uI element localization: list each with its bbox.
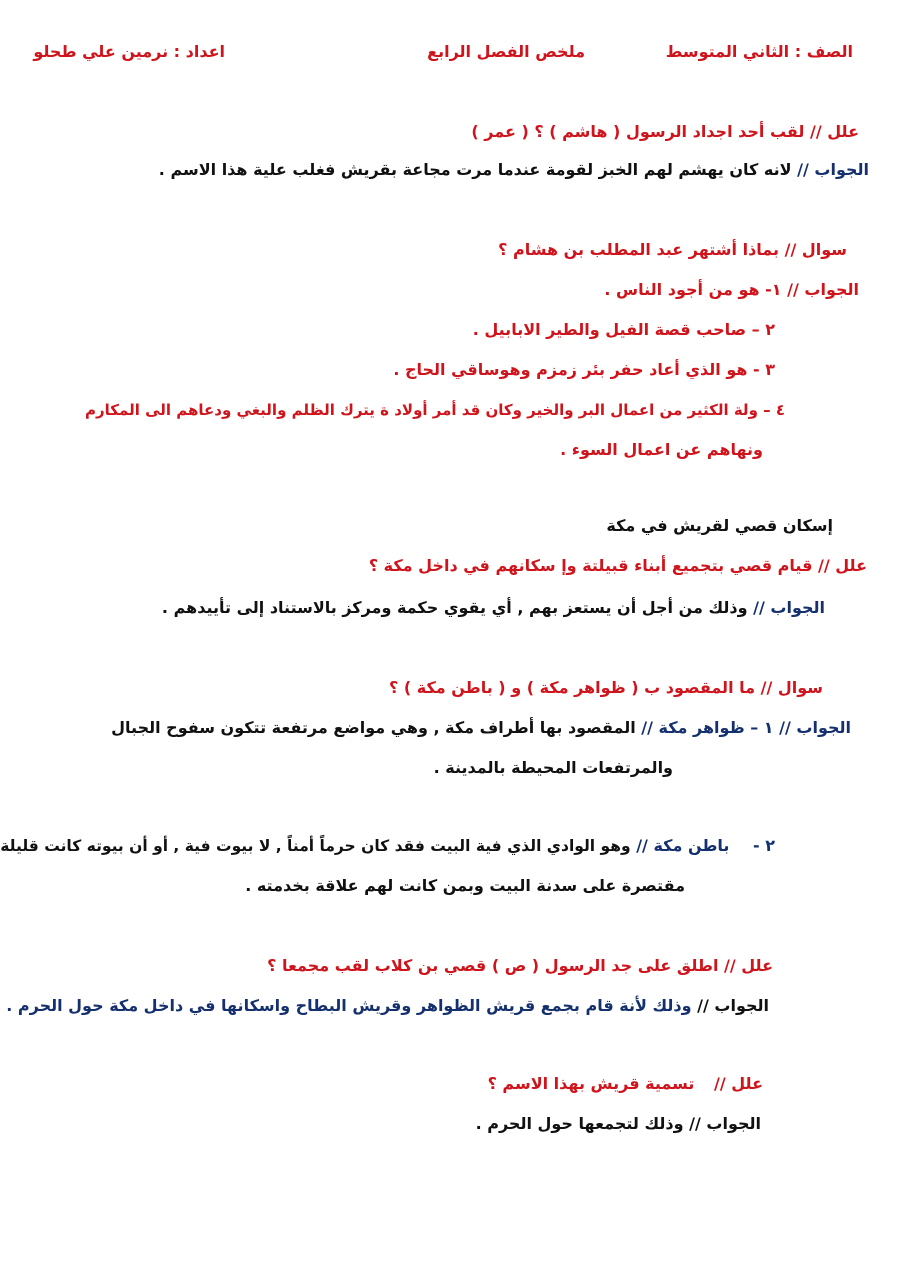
header-grade: الصف : الثاني المتوسط bbox=[665, 42, 853, 61]
q4-item1-cont: والمرتفعات المحيطة بالمدينة . bbox=[433, 758, 673, 777]
q1-answer-text: لانه كان يهشم لهم الخبز لقومة عندما مرت مجاعة بقريش فغلب علية هذا الاسم . bbox=[158, 160, 792, 179]
q3-answer-text: وذلك من أجل أن يستعز بهم , أي يقوي حكمة ومركز بالاستناد إلى تأييدهم . bbox=[161, 598, 748, 617]
q2-item-3: ٣ - هو الذي أعاد حفر بئر زمزم وهوساقي الحاج . bbox=[393, 360, 775, 379]
q4-answer-line1 bbox=[111, 716, 851, 740]
q4-item2-cont: مقتصرة على سدنة البيت وبمن كانت لهم علاقة بخدمته . bbox=[245, 876, 685, 895]
q1-text: لقب أحد اجداد الرسول ( هاشم ) ؟ ( عمر ) bbox=[471, 122, 805, 141]
q6-answer-label: الجواب // bbox=[689, 1114, 761, 1133]
q3-label: علل // bbox=[818, 556, 867, 575]
q2-item-4-cont: ونهاهم عن اعمال السوء . bbox=[560, 440, 763, 459]
q4-item2-text: وهو الوادي الذي فية البيت فقد كان حرماً أمناً , لا بيوت فية , أو أن بيوته كانت قليلة bbox=[0, 837, 631, 855]
q2-answer-label: الجواب // bbox=[787, 280, 859, 299]
q2-item-4: ٤ – ولة الكثير من اعمال البر والخير وكان قد أمر أولاد ة يترك الظلم والبغي ودعاهم الى المكارم bbox=[85, 401, 785, 419]
q2-label: سوال // bbox=[784, 240, 847, 259]
q4-item1-term: ١ – ظواهر مكة // bbox=[641, 718, 774, 737]
header-chapter: ملخص الفصل الرابع bbox=[427, 42, 585, 61]
q3-answer bbox=[162, 596, 825, 620]
q3-text: قيام قصي بتجميع أبناء قبيلتة وإ سكانهم في داخل مكة ؟ bbox=[368, 556, 813, 575]
q1-answer-label: الجواب // bbox=[797, 160, 869, 179]
q4-item1-text: المقصود بها أطراف مكة , وهي مواضع مرتفعة تتكون سفوح الجبال bbox=[111, 718, 636, 737]
q1-label: علل // bbox=[810, 122, 859, 141]
q6-label: علل // bbox=[714, 1074, 763, 1093]
header-author: اعداد : نرمين علي طحلو bbox=[33, 42, 225, 61]
q5-question bbox=[267, 954, 773, 978]
q2-item-2: ٢ – صاحب قصة الفيل والطير الابابيل . bbox=[472, 320, 775, 339]
q5-answer bbox=[6, 994, 769, 1018]
q6-answer bbox=[476, 1112, 761, 1136]
q2-item-1: ١- هو من أجود الناس . bbox=[604, 280, 782, 299]
q2-answer-line1 bbox=[604, 278, 859, 302]
q1-question bbox=[471, 120, 859, 144]
q6-text: تسمية قريش بهذا الاسم ؟ bbox=[487, 1074, 695, 1093]
q3-question bbox=[369, 554, 867, 578]
q5-answer-text: وذلك لأنة قام بجمع قريش الظواهر وقريش البطاح واسكانها في داخل مكة حول الحرم . bbox=[6, 996, 692, 1015]
q5-answer-label: الجواب // bbox=[697, 996, 769, 1015]
q6-question bbox=[488, 1072, 763, 1096]
q2-question bbox=[498, 238, 847, 262]
q4-question bbox=[389, 676, 823, 700]
section-title: إسكان قصي لقريش في مكة bbox=[606, 516, 833, 535]
q1-answer bbox=[159, 158, 869, 182]
q6-answer-text: وذلك لتجمعها حول الحرم . bbox=[475, 1114, 684, 1133]
q4-item2-num: ٢ - bbox=[753, 836, 775, 855]
q3-answer-label: الجواب // bbox=[753, 598, 825, 617]
q4-text: ما المقصود ب ( ظواهر مكة ) و ( باطن مكة ) ؟ bbox=[389, 678, 756, 697]
q4-item2 bbox=[0, 834, 775, 858]
q5-label: علل // bbox=[724, 956, 773, 975]
q5-text: اطلق على جد الرسول ( ص ) قصي بن كلاب لقب مجمعا ؟ bbox=[267, 956, 719, 975]
q4-label: سوال // bbox=[760, 678, 823, 697]
q4-item2-term: باطن مكة // bbox=[636, 836, 730, 855]
q4-answer-label: الجواب // bbox=[779, 718, 851, 737]
q2-text: بماذا أشتهر عبد المطلب بن هشام ؟ bbox=[498, 240, 780, 259]
